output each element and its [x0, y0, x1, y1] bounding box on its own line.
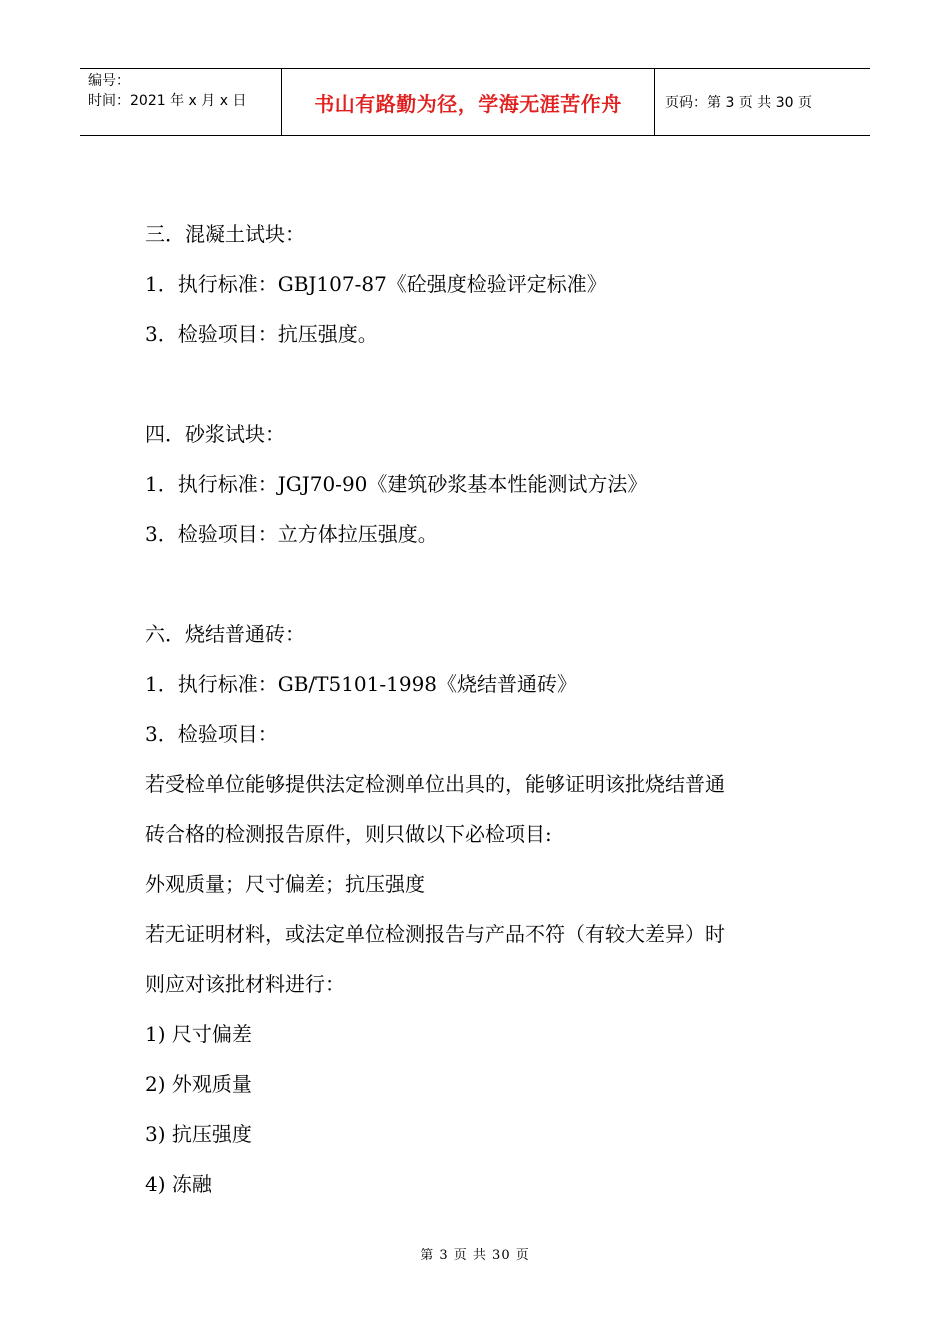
paragraph: 若无证明材料，或法定单位检测报告与产品不符（有较大差异）时: [145, 922, 725, 946]
section-mortar: [145, 414, 805, 564]
section-brick: [145, 614, 805, 1214]
header-meta: [80, 69, 282, 135]
document-number: 编号：: [88, 73, 130, 89]
section-spacer: [145, 364, 805, 414]
header-page-info: 页码：第 3 页 共 30 页: [665, 95, 812, 111]
paragraph: 3．检验项目：: [145, 722, 278, 746]
paragraph: 则应对该批材料进行：: [145, 972, 345, 996]
paragraph: 砖合格的检测报告原件，则只做以下必检项目:: [145, 822, 552, 846]
list-item: 1) 尺寸偏差: [145, 1022, 252, 1046]
list-item: 3) 抗压强度: [145, 1122, 252, 1146]
list-item: 4) 冻融: [145, 1172, 212, 1196]
page-footer: 第 3 页 共 30 页: [420, 1248, 530, 1263]
section-concrete: [145, 214, 805, 364]
paragraph: 3．检验项目：抗压强度。: [145, 322, 378, 346]
section-spacer: [145, 564, 805, 614]
paragraph: 1．执行标准：GBJ107-87《砼强度检验评定标准》: [145, 272, 607, 296]
paragraph: 1．执行标准：GB/T5101-1998《烧结普通砖》: [145, 672, 578, 696]
list-item: 2) 外观质量: [145, 1072, 252, 1096]
header-motto: 书山有路勤为径，学海无涯苦作舟: [282, 69, 655, 135]
section-title: 四．砂浆试块：: [145, 422, 285, 446]
paragraph: 3．检验项目：立方体拉压强度。: [145, 522, 438, 546]
document-body: [145, 214, 805, 1214]
section-title: 三．混凝土试块：: [145, 222, 305, 246]
document-date: 时间：2021 年 x 月 x 日: [88, 93, 247, 109]
paragraph: 若受检单位能够提供法定检测单位出具的，能够证明该批烧结普通: [145, 772, 725, 796]
page-header: [80, 68, 870, 136]
paragraph: 外观质量；尺寸偏差；抗压强度: [145, 872, 425, 896]
section-title: 六．烧结普通砖：: [145, 622, 305, 646]
paragraph: 1．执行标准：JGJ70-90《建筑砂浆基本性能测试方法》: [145, 472, 648, 496]
